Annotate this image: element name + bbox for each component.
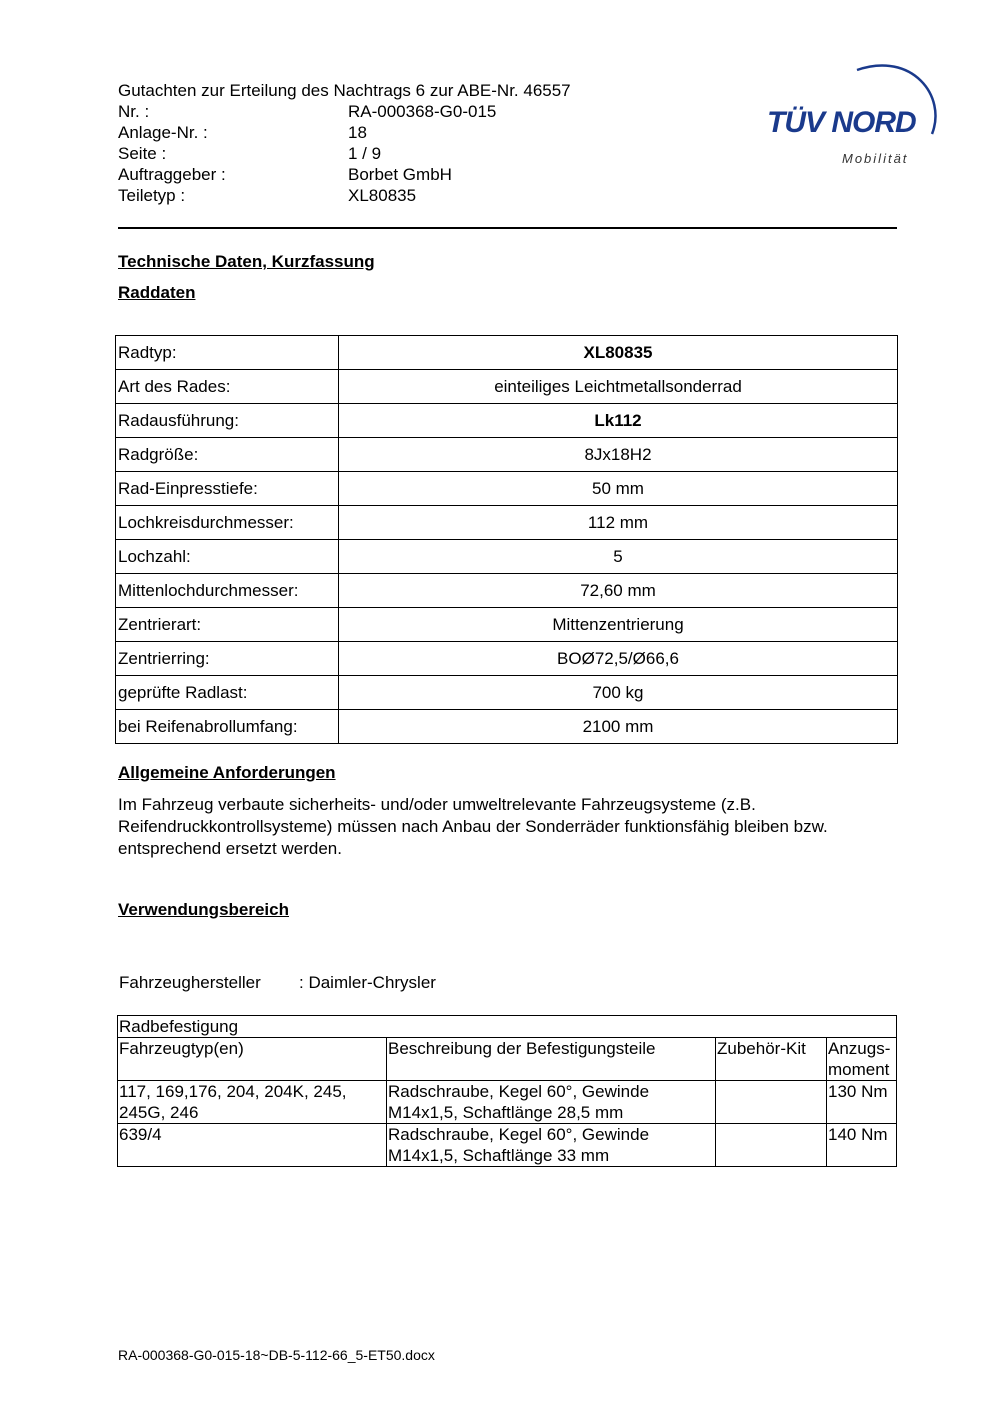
wheel-row-value: Mittenzentrierung (339, 608, 898, 642)
wheel-row (116, 710, 898, 744)
wheel-row-label: Lochkreisdurchmesser: (116, 506, 339, 540)
fixing-cell: 140 Nm (827, 1124, 897, 1167)
tuv-nord-logo (762, 56, 942, 176)
fixing-header-cell: Anzugs-moment (827, 1038, 897, 1081)
fixing-row (118, 1081, 897, 1124)
fixing-cell: 639/4 (118, 1124, 387, 1167)
wheel-row-value: einteiliges Leichtmetallsonderrad (339, 370, 898, 404)
fixing-header-row (118, 1038, 897, 1081)
heading-allgemein: Allgemeine Anforderungen (118, 763, 336, 782)
fixing-cell (716, 1081, 827, 1124)
fixing-cell (716, 1124, 827, 1167)
wheel-row-value: 2100 mm (339, 710, 898, 744)
wheel-row-label: Radgröße: (116, 438, 339, 472)
fixing-cell: 130 Nm (827, 1081, 897, 1124)
wheel-row (116, 540, 898, 574)
wheel-row-value: 72,60 mm (339, 574, 898, 608)
wheel-row (116, 336, 898, 370)
heading-verwendung: Verwendungsbereich (118, 900, 289, 919)
maker-value: : Daimler-Chrysler (299, 973, 436, 992)
wheel-row-label: Zentrierart: (116, 608, 339, 642)
fixing-cell: Radschraube, Kegel 60°, Gewinde M14x1,5, Schaftlänge 33 mm (387, 1124, 716, 1167)
fixing-table (117, 1015, 897, 1167)
wheel-row-value: XL80835 (339, 336, 898, 370)
header-row-seite: Seite : 1 / 9 (118, 144, 382, 163)
header-row-anlage: Anlage-Nr. : 18 (118, 123, 367, 142)
fixing-row (118, 1124, 897, 1167)
wheel-row (116, 438, 898, 472)
wheel-row (116, 506, 898, 540)
wheel-row-value: 8Jx18H2 (339, 438, 898, 472)
wheel-row (116, 608, 898, 642)
vehicle-maker (119, 973, 436, 993)
fixing-cell: Radschraube, Kegel 60°, Gewinde M14x1,5, Schaftlänge 28,5 mm (387, 1081, 716, 1124)
wheel-row-value: Lk112 (339, 404, 898, 438)
wheel-row (116, 370, 898, 404)
wheel-row-label: bei Reifenabrollumfang: (116, 710, 339, 744)
document-header (118, 80, 571, 206)
fixing-cell: 117, 169,176, 204, 204K, 245, 245G, 246 (118, 1081, 387, 1124)
wheel-row-label: geprüfte Radlast: (116, 676, 339, 710)
header-row-auftraggeber: Auftraggeber : Borbet GmbH (118, 165, 452, 184)
wheel-row-value: 112 mm (339, 506, 898, 540)
wheel-data-table (115, 335, 898, 744)
wheel-row (116, 676, 898, 710)
header-row-teiletyp: Teiletyp : XL80835 (118, 186, 417, 205)
wheel-row-value: 5 (339, 540, 898, 574)
wheel-row-label: Rad-Einpresstiefe: (116, 472, 339, 506)
fixing-header-cell: Fahrzeugtyp(en) (118, 1038, 387, 1081)
wheel-row (116, 574, 898, 608)
fixing-caption: Radbefestigung (118, 1016, 897, 1038)
header-row-nr: Nr. : RA-000368-G0-015 (118, 102, 497, 121)
logo-brand: TÜV NORD (767, 106, 916, 139)
wheel-row (116, 642, 898, 676)
document-title: Gutachten zur Erteilung des Nachtrags 6 zur ABE-Nr. 46557 (118, 81, 571, 100)
wheel-row-label: Radtyp: (116, 336, 339, 370)
wheel-row (116, 472, 898, 506)
wheel-row (116, 404, 898, 438)
wheel-row-label: Zentrierring: (116, 642, 339, 676)
header-divider (118, 227, 897, 229)
logo-subtitle: Mobilität (842, 151, 909, 166)
wheel-row-label: Mittenlochdurchmesser: (116, 574, 339, 608)
wheel-row-label: Radausführung: (116, 404, 339, 438)
wheel-row-value: 50 mm (339, 472, 898, 506)
maker-label: Fahrzeughersteller (119, 973, 261, 992)
heading-tech: Technische Daten, Kurzfassung (118, 252, 375, 271)
wheel-row-label: Lochzahl: (116, 540, 339, 574)
wheel-row-value: 700 kg (339, 676, 898, 710)
heading-raddaten: Raddaten (118, 283, 196, 302)
wheel-row-label: Art des Rades: (116, 370, 339, 404)
general-requirements-text: Im Fahrzeug verbaute sicherheits- und/oder umweltrelevante Fahrzeugsysteme (z.B. Reifendruckkontrollsysteme) müssen nach Anbau der Sonderräder funktionsfähig bleiben bzw. entsprechend ersetzt werden. (118, 795, 828, 858)
wheel-row-value: BOØ72,5/Ø66,6 (339, 642, 898, 676)
fixing-header-cell: Zubehör-Kit (716, 1038, 827, 1081)
fixing-header-cell: Beschreibung der Befestigungsteile (387, 1038, 716, 1081)
footer-filename: RA-000368-G0-015-18~DB-5-112-66_5-ET50.docx (118, 1347, 435, 1363)
